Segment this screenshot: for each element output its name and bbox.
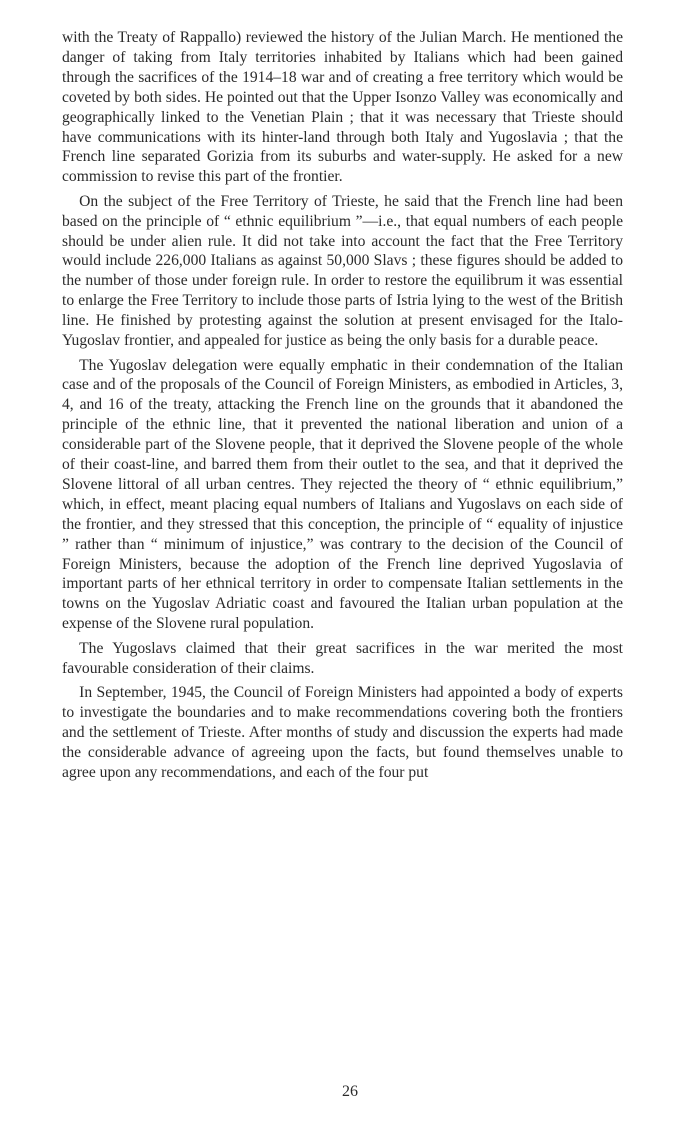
paragraph-yugoslav-delegation: The Yugoslav delegation were equally emphatic in their condemnation of the Italian case and of the proposals of the Council of Foreign Ministers, as embodied in Articles, 3, 4, and 16 of the treaty, attacking the French line on the grounds that it abandoned the principle of the ethnic line, that it prevented the national liberation and union of a considerable part of the Slovene people, that it deprived the Slovene people of the whole of their coast-line, and barred them from their outlet to the sea, and that it deprived the Slovene littoral of all urban centres. They rejected the theory of “ ethnic equilibrium,” which, in effect, meant placing equal numbers of Italians and Yugoslavs on each side of the frontier, and they stressed that this conception, the principle of “ equality of injustice ” rather than “ minimum of injustice,” was contrary to the decision of the Council of Foreign Ministers, because the adoption of the French line deprived Yugoslavia of important parts of her ethnical territory in order to compensate Italian settlements in the towns on the Yugoslav Adriatic coast and favoured the Italian urban population at the expense of the Slovene rural population. bbox=[62, 356, 623, 633]
paragraph-continuation: with the Treaty of Rappallo) reviewed the history of the Julian March. He mentioned the danger of taking from Italy territories inhabited by Italians which had been gained through the sacrifices of the 1914–18 war and of creating a free territory which would be coveted by both sides. He pointed out that the Upper Isonzo Valley was economically and geographically linked to the Venetian Plain ; that it was necessary that Trieste should have communications with its hinter-land through both Italy and Yugoslavia ; that the French line separated Gorizia from its suburbs and water-supply. He asked for a new commission to revise this part of the frontier. bbox=[62, 29, 623, 186]
document-page bbox=[62, 28, 623, 787]
paragraph-council-experts: In September, 1945, the Council of Foreign Ministers had appointed a body of experts to investigate the boundaries and to make recommendations covering both the frontiers and the settlement of Trieste. After months of study and discussion the experts had made the considerable advance of agreeing upon the facts, but found themselves unable to agree upon any recommendations, and each of the four put bbox=[62, 684, 623, 781]
page-number: 26 bbox=[342, 1083, 358, 1100]
paragraph-yugoslav-claims: The Yugoslavs claimed that their great sacrifices in the war merited the most favourable consideration of their claims. bbox=[62, 639, 623, 677]
paragraph-free-territory: On the subject of the Free Territory of Trieste, he said that the French line had been based on the principle of “ ethnic equilibrium ”—i.e., that equal numbers of each people should be under alien rule. It did not take into account the fact that the Free Territory would include 226,000 Italians as against 50,000 Slavs ; these figures should be added to the number of those under foreign rule. In order to restore the equilibrum it was essential to enlarge the Free Territory to include those parts of Istria lying to the west of the British line. He finished by protesting against the solution at present envisaged for the Italo-Yugoslav frontier, and appealed for justice as being the only basis for a durable peace. bbox=[62, 192, 623, 350]
